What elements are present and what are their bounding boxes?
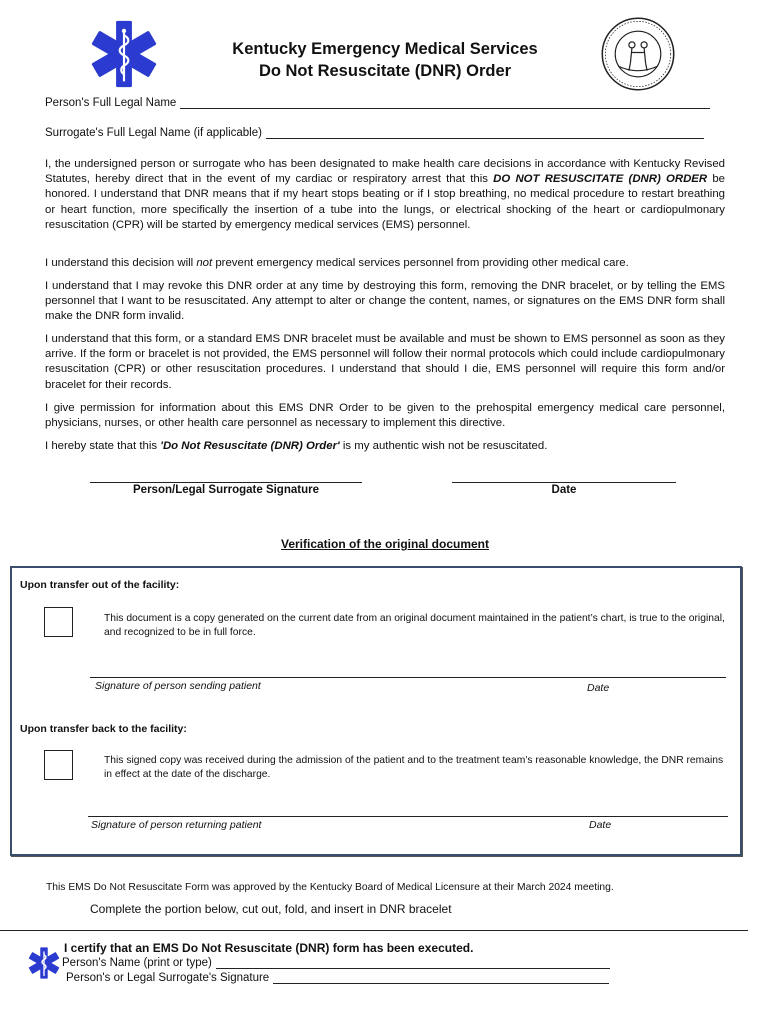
full-name-field[interactable] (180, 97, 710, 109)
transfer-out-text: This document is a copy generated on the current date from an original document maintained in the patient’s chart, is true to the original, and recognized to be in full force. (104, 613, 725, 638)
bracelet-name-row (62, 957, 610, 969)
transfer-out-checkbox[interactable] (44, 607, 73, 637)
cut-instruction: Complete the portion below, cut out, fold, and insert in DNR bracelet (90, 902, 452, 916)
full-name-label: Person's Full Legal Name (45, 97, 177, 109)
surrogate-name-label: Surrogate's Full Legal Name (if applicable) (45, 127, 262, 139)
paragraph-availability: I understand that this form, or a standard EMS DNR bracelet must be available and must be shown to EMS personnel as soon as they arrive. If the form or bracelet is not provided, the EMS personnel will follow their normal protocols which could include cardiopulmonary resuscitation (CPR) or other resuscitation procedures. I understand that should I die, EMS personnel will require this form and/or bracelet for their records. (45, 333, 725, 391)
sending-date-label: Date (587, 682, 610, 694)
person-signature-line[interactable] (90, 482, 362, 483)
p6-text-b: is my authentic wish not be resuscitated. (339, 440, 548, 452)
signature-date-label: Date (551, 484, 577, 496)
p1-text-b: be honored. I understand that DNR means that if my heart stops beating or if I stop breathing, no medical procedure to restart breathing or heart function, more specifically the insertion of a tube into the lungs, or electrical shocking of the heart or cardiopulmonary resuscitation (CPR) will be started by emergency medical services (EMS) personnel. (45, 173, 725, 231)
transfer-back-checkbox[interactable] (44, 750, 73, 780)
p2-emphasis: not (196, 257, 213, 269)
p6-emphasis: 'Do Not Resuscitate (DNR) Order' (160, 440, 340, 452)
form-title (160, 38, 610, 82)
star-of-life-icon (88, 18, 160, 90)
verification-title: Verification of the original document (280, 537, 490, 551)
paragraph-other-care (45, 256, 725, 271)
paragraph-directive (45, 157, 725, 233)
bracelet-name-field[interactable] (216, 957, 610, 969)
surrogate-name-row (45, 127, 704, 139)
paragraph-revoke: I understand that I may revoke this DNR order at any time by destroying this form, removing the DNR bracelet, or by telling the EMS personnel that I want to be resuscitated. Any attempt to alter or change the content, names, or signatures on the EMS DNR form shall make the DNR form invalid. (45, 280, 725, 323)
bracelet-signature-field[interactable] (273, 972, 609, 984)
returning-date-label: Date (589, 819, 612, 831)
transfer-out-header: Upon transfer out of the facility: (20, 579, 180, 591)
star-of-life-small-icon (27, 946, 61, 980)
bracelet-signature-label: Person's or Legal Surrogate's Signature (66, 972, 270, 984)
surrogate-name-field[interactable] (266, 127, 704, 139)
paragraph-authentic-wish (45, 439, 725, 454)
p1-text-a: I, the undersigned person or surrogate who has been designated to make health care decisions in accordance with Kentucky Revised Statutes, hereby direct that in the event of my cardiac or respiratory arrest that this (45, 158, 725, 186)
returning-signature-label: Signature of person returning patient (91, 819, 262, 831)
kentucky-seal-icon (600, 16, 676, 92)
sending-signature-line[interactable] (90, 677, 726, 678)
bracelet-title: I certify that an EMS Do Not Resuscitate (DNR) form has been executed. (64, 941, 474, 955)
p2-text-a: I understand this decision will (45, 257, 197, 269)
p2-text-b: prevent emergency medical services personnel from providing other medical care. (212, 257, 629, 269)
sending-signature-label: Signature of person sending patient (95, 680, 261, 692)
p6-text-a: I hereby state that this (45, 440, 161, 452)
bracelet-name-label: Person's Name (print or type) (62, 957, 212, 969)
transfer-back-text: This signed copy was received during the admission of the patient and to the treatment team’s reasonable knowledge, the DNR remains in effect at the date of the discharge. (104, 755, 724, 780)
person-signature-label: Person/Legal Surrogate Signature (133, 484, 319, 496)
signature-date-line[interactable] (452, 482, 676, 483)
title-line-2: Do Not Resuscitate (DNR) Order (258, 62, 512, 80)
paragraph-permission: I give permission for information about this EMS DNR Order to be given to the prehospital emergency medical care personnel, physicians, nurses, or other health care personnel as necessary to implement this directive. (45, 402, 725, 430)
cut-line (0, 930, 748, 931)
returning-signature-line[interactable] (88, 816, 728, 817)
bracelet-signature-row (66, 972, 609, 984)
approval-note: This EMS Do Not Resuscitate Form was approved by the Kentucky Board of Medical Licensure at their March 2024 meeting. (46, 882, 614, 893)
p1-emphasis: DO NOT RESUSCITATE (DNR) ORDER (493, 173, 708, 186)
transfer-back-header: Upon transfer back to the facility: (20, 723, 187, 735)
title-line-1: Kentucky Emergency Medical Services (232, 40, 538, 58)
full-name-row (45, 97, 710, 109)
verification-box (10, 566, 742, 856)
